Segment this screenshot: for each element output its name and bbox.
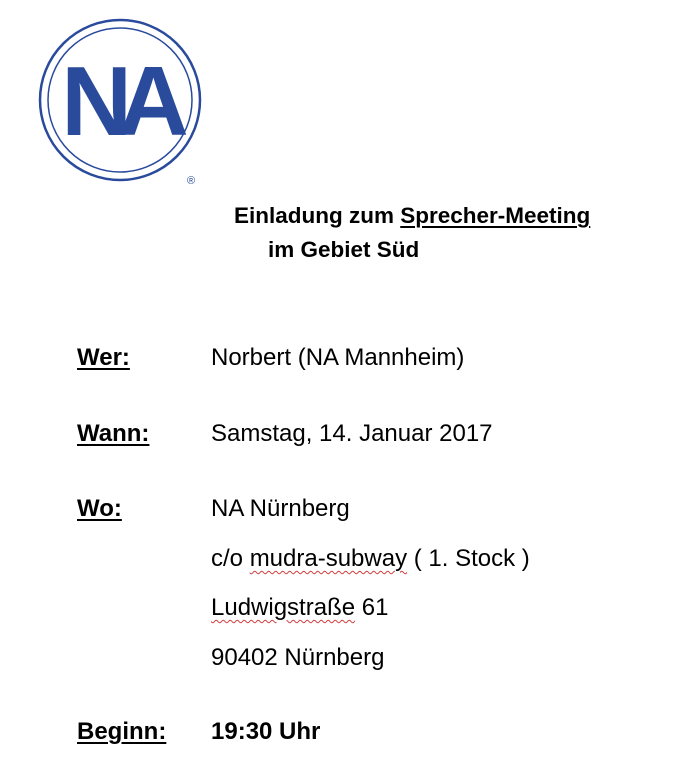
wo-line1: NA Nürnberg [211,495,350,522]
wer-label: Wer: [77,344,130,371]
svg-text:®: ® [186,175,196,187]
wer-value: Norbert (NA Mannheim) [211,344,465,371]
title-line2: im Gebiet Süd [268,237,420,262]
wo-line2 [211,545,530,573]
wo-line4: 90402 Nürnberg [211,644,385,671]
svg-text:NA: NA [61,46,175,156]
wann-value: Samstag, 14. Januar 2017 [211,420,493,447]
street-number: 61 [355,594,389,621]
invitation-title [234,199,590,267]
wo-line2-prefix: c/o [211,545,250,572]
wann-label: Wann: [77,420,150,447]
wo-line2-suffix: ( 1. Stock ) [407,545,530,572]
venue-name: mudra-subway [249,545,408,572]
beginn-value: 19:30 Uhr [211,718,321,745]
title-highlight: Sprecher-Meeting [400,203,591,228]
beginn-label: Beginn: [77,718,167,745]
street-name: Ludwigstraße [211,594,356,621]
title-prefix: Einladung zum [234,203,401,228]
wo-label: Wo: [77,495,122,522]
wo-line3 [211,594,388,622]
na-logo [38,14,203,190]
